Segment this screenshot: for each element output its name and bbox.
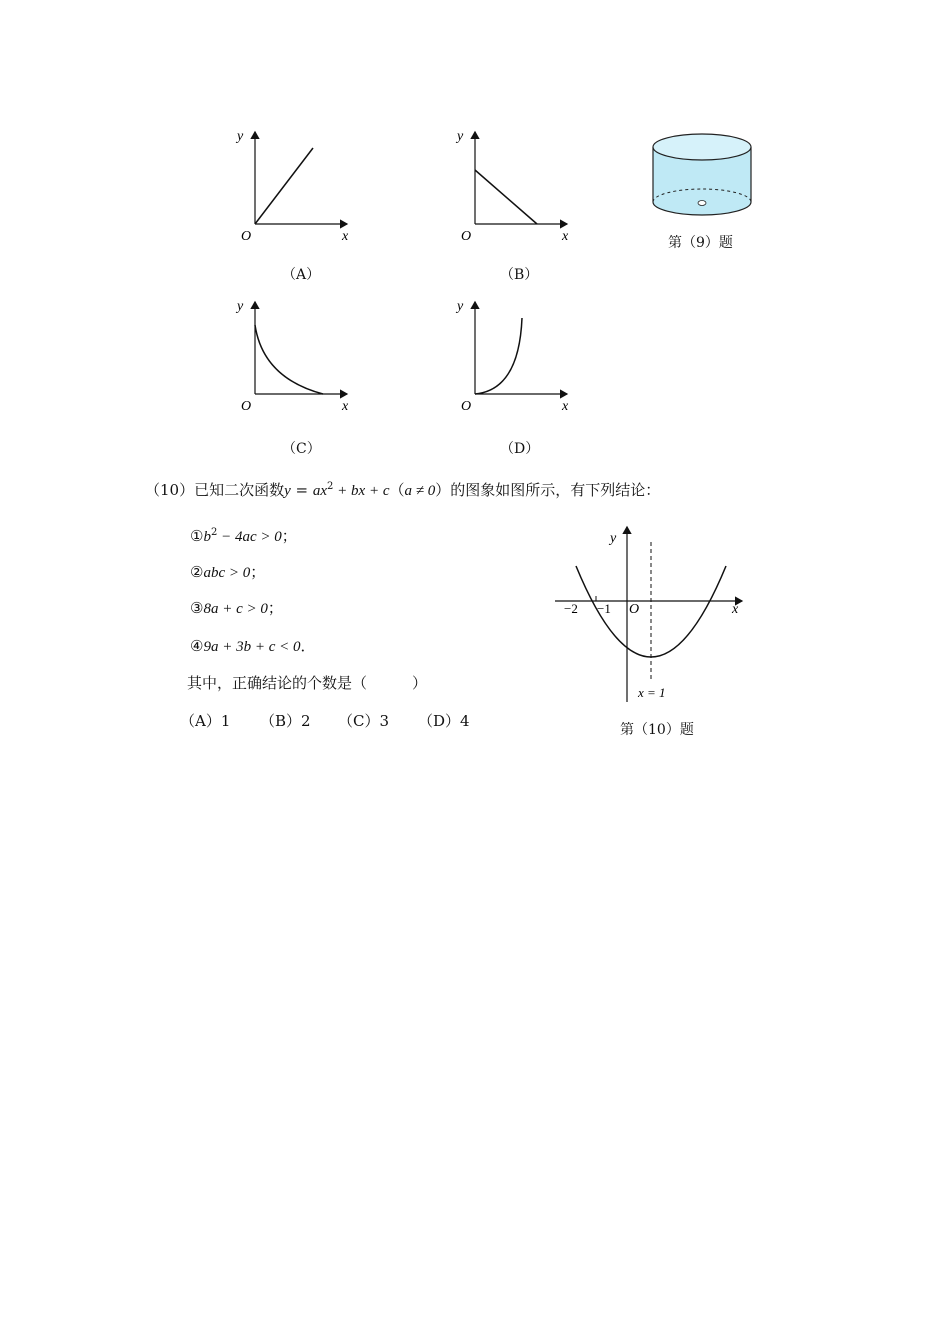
statement-4: ④9a + 3b + c < 0． bbox=[190, 637, 316, 655]
y-label: y bbox=[237, 299, 244, 314]
y-label: y bbox=[457, 129, 464, 144]
symmetry-label: x = 1 bbox=[638, 685, 666, 700]
x-label: x bbox=[562, 399, 569, 414]
origin-label: O bbox=[241, 399, 252, 414]
y-label: y bbox=[237, 129, 244, 144]
statement-2: ②abc > 0； bbox=[190, 563, 266, 581]
graph-line bbox=[475, 170, 537, 224]
graph-curve bbox=[475, 318, 522, 394]
statement-1: $①b^2 - 4ac > 0$； bbox=[190, 527, 297, 545]
label-c: （C） bbox=[282, 441, 321, 457]
origin-label: O bbox=[241, 229, 252, 244]
parabola-figure bbox=[550, 522, 750, 712]
graph-line bbox=[255, 148, 313, 224]
x-label: x bbox=[342, 399, 349, 414]
origin-label: O bbox=[629, 602, 640, 617]
caption-fig9: 第（9）题 bbox=[668, 235, 733, 251]
question-line: 其中，正确结论的个数是（ ） bbox=[187, 674, 428, 692]
options bbox=[180, 710, 470, 731]
q10-stem: （10）已知二次函数$y = ax^2$ + bx + c（a ≠ 0）的图象如图所示，有下列结论： bbox=[145, 481, 661, 499]
tick-label-minus-1: −1 bbox=[597, 601, 611, 616]
graph-a bbox=[225, 120, 365, 250]
graph-c bbox=[225, 290, 365, 420]
origin-label: O bbox=[461, 229, 472, 244]
option-b[interactable]: （B）2 bbox=[260, 712, 311, 730]
x-label: x bbox=[732, 602, 739, 617]
label-b: （B） bbox=[500, 267, 539, 283]
x-label: x bbox=[562, 229, 569, 244]
y-label: y bbox=[610, 531, 617, 546]
label-d: （D） bbox=[500, 441, 540, 457]
hole bbox=[698, 201, 706, 206]
graph-curve bbox=[255, 325, 323, 394]
y-label: y bbox=[457, 299, 464, 314]
graph-b bbox=[445, 120, 585, 250]
statement-3: ③8a + c > 0； bbox=[190, 599, 283, 617]
graph-d bbox=[445, 290, 585, 420]
option-c[interactable]: （C）3 bbox=[338, 712, 390, 730]
origin-label: O bbox=[461, 399, 472, 414]
caption-fig10: 第（10）题 bbox=[620, 722, 694, 738]
option-a[interactable]: （A）1 bbox=[180, 712, 231, 730]
label-a: （A） bbox=[282, 267, 321, 283]
x-label: x bbox=[342, 229, 349, 244]
tick-label-minus-2: −2 bbox=[564, 601, 578, 616]
cylinder-figure bbox=[645, 125, 760, 225]
option-d[interactable]: （D）4 bbox=[418, 712, 470, 730]
